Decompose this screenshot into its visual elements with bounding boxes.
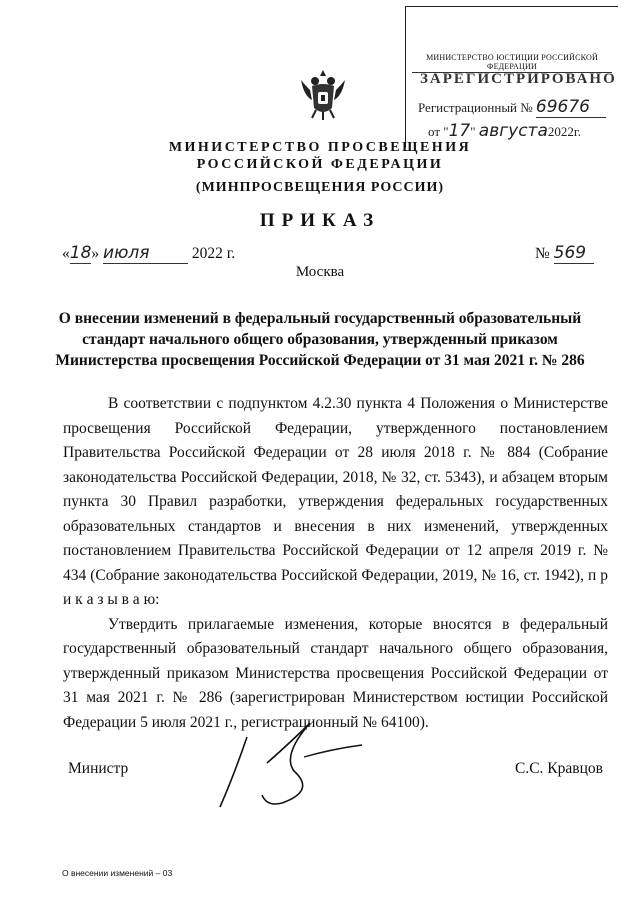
date-quote-close: » — [91, 245, 100, 262]
order-month: июля — [103, 243, 188, 264]
footer-file-note: О внесении изменений – 03 — [62, 868, 173, 878]
stamp-ministry-name: МИНИСТЕРСТВО ЮСТИЦИИ РОССИЙСКОЙ ФЕДЕРАЦИИ — [412, 53, 612, 73]
stamp-date-year: 2022г. — [547, 124, 582, 139]
ministry-name-line1: МИНИСТЕРСТВО ПРОСВЕЩЕНИЯ — [168, 140, 472, 155]
order-date — [62, 243, 235, 264]
date-quote-open: « — [62, 245, 70, 262]
signatory-name: С.С. Кравцов — [515, 760, 603, 777]
stamp-date-day: 17 — [448, 121, 471, 141]
ministry-short-name: (МИНПРОСВЕЩЕНИЯ РОССИИ) — [195, 180, 445, 195]
order-body — [63, 392, 608, 735]
stamp-reg-label: Регистрационный № — [418, 100, 533, 115]
body-paragraph: В соответствии с подпунктом 4.2.30 пункта 4 Положения о Министерстве просвещения Российской Федерации, утвержденного постановлением Правительства Российской Федерации от 28 июля 2018 г. № 884 (Собрание законодательства Российской Федерации, 2018, № 32, ст. 5343), и абзацем вторым пункта 30 Правил разработки, утверждения федеральных государственных образовательных стандартов и внесения в них изменений, утвержденных постановлением Правительства Российской Федерации от 12 апреля 2019 г. № 434 (Собрание законодательства Российской Федерации, 2019, № 16, ст. 1942), п р и к а з ы в а ю: — [63, 395, 608, 608]
stamp-reg-line — [418, 97, 606, 118]
document-type: ПРИКАЗ — [259, 210, 381, 231]
stamp-reg-number: 69676 — [536, 97, 606, 118]
signatory-position: Министр — [68, 760, 129, 777]
stamp-status: ЗАРЕГИСТРИРОВАНО — [420, 71, 617, 87]
order-year: 2022 г. — [191, 245, 236, 262]
ministry-name-line2: РОССИЙСКОЙ ФЕДЕРАЦИИ — [196, 157, 444, 172]
order-number: 569 — [554, 243, 594, 264]
stamp-date-month: августа — [478, 121, 548, 141]
order-subject: О внесении изменений в федеральный государственный образовательный стандарт начального общего образования, утвержденный приказом Министерства просвещения Российской Федерации от 31 мая 2021 г. № 286 — [55, 310, 585, 369]
stamp-date-line — [428, 121, 581, 141]
stamp-date-prefix: от " — [428, 124, 449, 139]
order-day: 18 — [69, 243, 92, 263]
body-paragraph: Утвердить прилагаемые изменения, которые вносятся в федеральный государственный образовательный стандарт начального общего образования, утвержденный приказом Министерства просвещения Российской Федерации от 31 мая 2021 г. № 286 (зарегистрирован Министерством юстиции Российской Федерации 5 июля 2021 г., регистрационный № 64100). — [63, 615, 608, 731]
order-number-block — [535, 243, 594, 264]
order-city: Москва — [295, 264, 345, 280]
order-number-label: № — [535, 245, 550, 262]
coat-of-arms-icon — [298, 66, 348, 122]
stamp-date-mid: " — [470, 124, 476, 139]
handwritten-signature — [212, 715, 372, 810]
